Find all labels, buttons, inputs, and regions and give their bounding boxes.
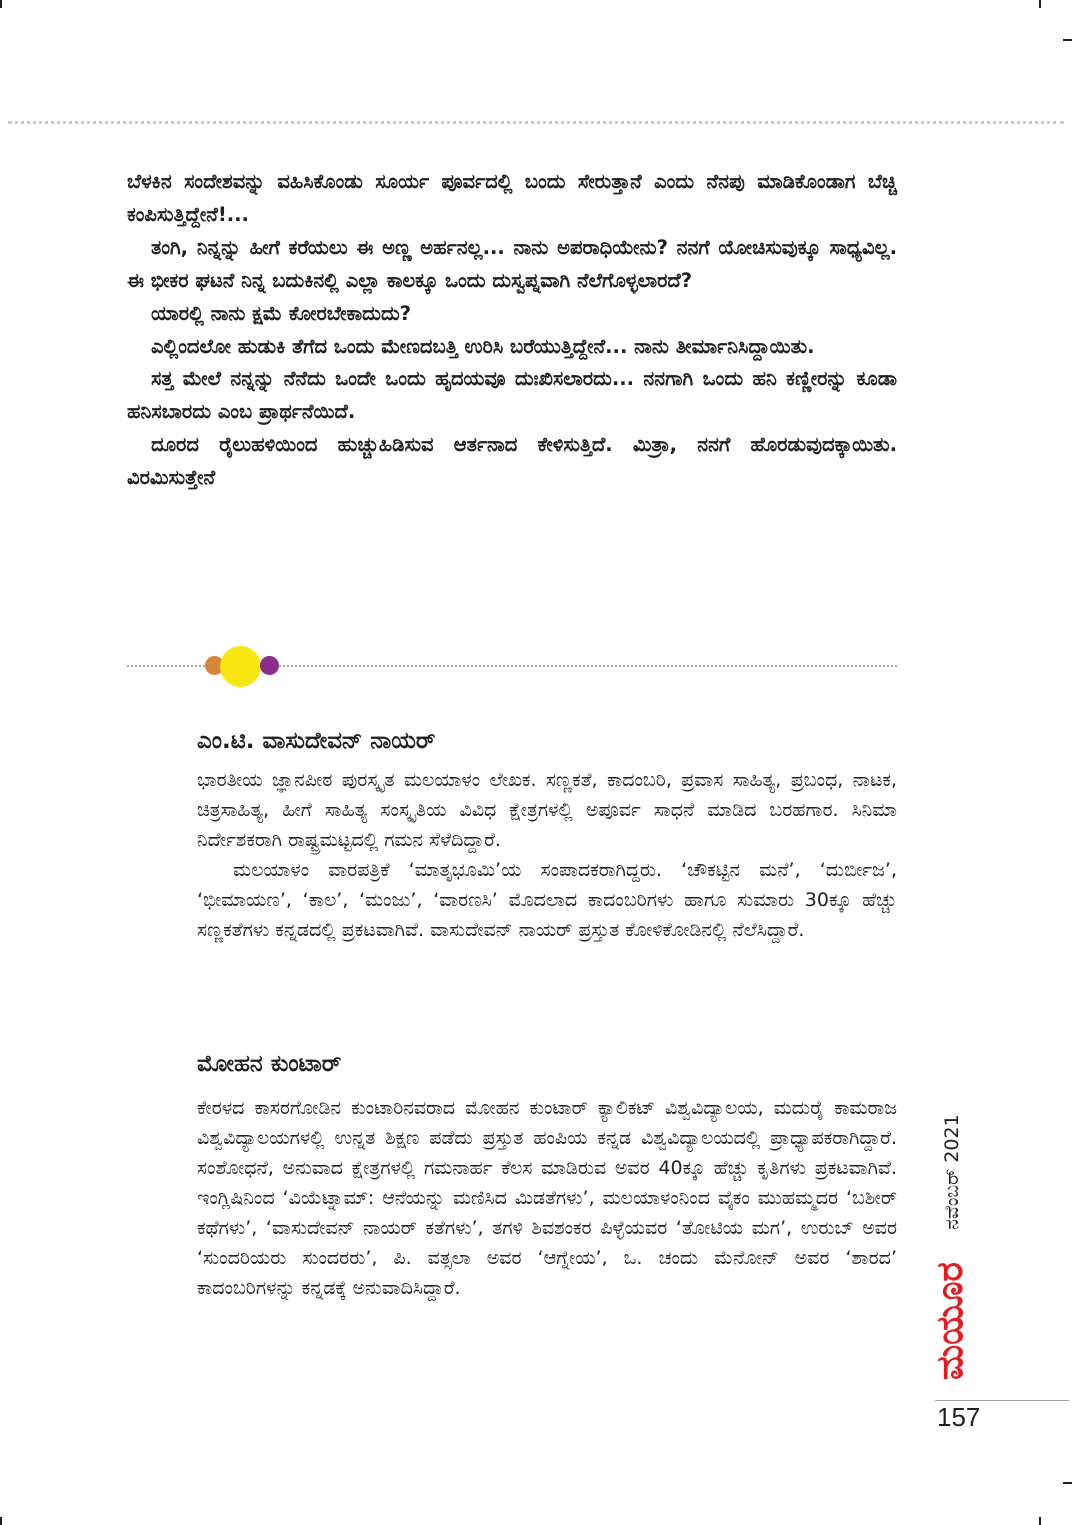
author-bio (197, 765, 897, 945)
story-paragraph: ಸತ್ತ ಮೇಲೆ ನನ್ನನ್ನು ನೆನೆದು ಒಂದೇ ಒಂದು ಹೃದಯವೂ ದುಃಖಿಸಲಾರದು... ನನಗಾಗಿ ಒಂದು ಹನಿ ಕಣ್ಣೀರನ್ನು ಕೂಡಾ ಹನಿಸಬಾರದು ಎಂಬ ಪ್ರಾರ್ಥನೆಯಿದೆ. (127, 367, 897, 424)
bio-paragraph: ಕೇರಳದ ಕಾಸರಗೋಡಿನ ಕುಂಟಾರಿನವರಾದ ಮೋಹನ ಕುಂಟಾರ್ ಕ್ಯಾಲಿಕಟ್ ವಿಶ್ವವಿದ್ಯಾಲಯ, ಮದುರೈ ಕಾಮರಾಜ ವಿಶ್ವವಿದ್ಯಾಲಯಗಳಲ್ಲಿ ಉನ್ನತ ಶಿಕ್ಷಣ ಪಡೆದು ಪ್ರಸ್ತುತ ಹಂಪಿಯ ಕನ್ನಡ ವಿಶ್ವವಿದ್ಯಾಲಯದಲ್ಲಿ ಪ್ರಾಧ್ಯಾಪಕರಾಗಿದ್ದಾರೆ. ಸಂಶೋಧನೆ, ಅನುವಾದ ಕ್ಷೇತ್ರಗಳಲ್ಲಿ ಗಮನಾರ್ಹ ಕೆಲಸ ಮಾಡಿರುವ ಅವರ 40ಕ್ಕೂ ಹೆಚ್ಚು ಕೃತಿಗಳು ಪ್ರಕಟವಾಗಿವೆ. ಇಂಗ್ಲಿಷಿನಿಂದ ‘ವಿಯೆಟ್ನಾಮ್: ಆನೆಯನ್ನು ಮಣಿಸಿದ ಮಿಡತೆಗಳು’, ಮಲಯಾಳಂನಿಂದ ವೈಕಂ ಮುಹಮ್ಮದರ ‘ಬಶೀರ್ ಕಥೆಗಳು’, ‘ವಾಸುದೇವನ್ ನಾಯರ್ ಕತೆಗಳು’, ತಗಳಿ ಶಿವಶಂಕರ ಪಿಳ್ಳೆಯವರ ‘ತೋಟಿಯ ಮಗ’, ಉರುಬ್ ಅವರ ‘ಸುಂದರಿಯರು ಸುಂದರರು’, ಪಿ. ವತ್ಸಲಾ ಅವರ ‘ಆಗ್ನೇಯ’, ಒ. ಚಂದು ಮೆನೋನ್ ಅವರ ‘ಶಾರದ’ ಕಾದಂಬರಿಗಳನ್ನು ಕನ್ನಡಕ್ಕೆ ಅನುವಾದಿಸಿದ್ದಾರೆ. (197, 1097, 897, 1299)
author-heading: ಎಂ.ಟಿ. ವಾಸುದೇವನ್ ನಾಯರ್ (197, 728, 436, 754)
story-text (127, 166, 897, 495)
crop-mark-top-left (0, 0, 2, 8)
story-paragraph: ಬೆಳಕಿನ ಸಂದೇಶವನ್ನು ವಹಿಸಿಕೊಂಡು ಸೂರ್ಯ ಪೂರ್ವದಲ್ಲಿ ಬಂದು ಸೇರುತ್ತಾನೆ ಎಂದು ನೆನಪು ಮಾಡಿಕೊಂಡಾಗ ಬೆಚ್ಚಿ ಕಂಪಿಸುತ್ತಿದ್ದೇನೆ!... (127, 170, 897, 226)
bio-paragraph: ಮಲಯಾಳಂ ವಾರಪತ್ರಿಕೆ ‘ಮಾತೃಭೂಮಿ’ಯ ಸಂಪಾದಕರಾಗಿದ್ದರು. ‘ಚೌಕಟ್ಟಿನ ಮನೆ’, ‘ದುರ್ಬೀಜ’, ‘ಭೀಮಾಯಣ’, ‘ಕಾಲ’, ‘ಮಂಜು’, ‘ವಾರಣಸಿ’ ಮೊದಲಾದ ಕಾದಂಬರಿಗಳು ಹಾಗೂ ಸುಮಾರು 30ಕ್ಕೂ ಹೆಚ್ಚು ಸಣ್ಣಕತೆಗಳು ಕನ್ನಡದಲ್ಲಿ ಪ್ರಕಟವಾಗಿವೆ. ವಾಸುದೇವನ್ ನಾಯರ್ ಪ್ರಸ್ತುತ ಕೋಳಿಕೋಡಿನಲ್ಲಿ ನೆಲೆಸಿದ್ದಾರೆ. (197, 859, 897, 941)
translator-bio (197, 1093, 897, 1303)
top-dotted-rule (8, 121, 1064, 124)
bio-paragraph: ಭಾರತೀಯ ಜ್ಞಾನಪೀಠ ಪುರಸ್ಕೃತ ಮಲಯಾಳಂ ಲೇಖಕ. ಸಣ್ಣಕತೆ, ಕಾದಂಬರಿ, ಪ್ರವಾಸ ಸಾಹಿತ್ಯ, ಪ್ರಬಂಧ, ನಾಟಕ, ಚಿತ್ರಸಾಹಿತ್ಯ, ಹೀಗೆ ಸಾಹಿತ್ಯ ಸಂಸ್ಕೃತಿಯ ವಿವಿಧ ಕ್ಷೇತ್ರಗಳಲ್ಲಿ ಅಪೂರ್ವ ಸಾಧನೆ ಮಾಡಿದ ಬರಹಗಾರ. ಸಿನಿಮಾ ನಿರ್ದೇಶಕರಾಗಿ ರಾಷ್ಟ್ರಮಟ್ಟದಲ್ಲಿ ಗಮನ ಸೆಳೆದಿದ್ದಾರೆ. (197, 769, 897, 851)
crop-mark-top-right (1039, 0, 1041, 8)
story-paragraph: ಎಲ್ಲಿಂದಲೋ ಹುಡುಕಿ ತೆಗೆದ ಒಂದು ಮೇಣದಬತ್ತಿ ಉರಿಸಿ ಬರೆಯುತ್ತಿದ್ದೇನೆ... ನಾನು ತೀರ್ಮಾನಿಸಿದ್ದಾಯಿತು. (151, 334, 815, 358)
magazine-logo (928, 1253, 972, 1389)
yellow-dot-ornament (220, 646, 261, 687)
issue-date-text: ನವೆಂಬರ್ 2021 (941, 1114, 963, 1230)
crop-mark-right-upper (1063, 39, 1072, 41)
purple-dot-ornament (260, 656, 279, 675)
story-paragraph: ಯಾರಲ್ಲಿ ನಾನು ಕ್ಷಮೆ ಕೋರಬೇಕಾದುದು? (151, 301, 412, 325)
page-number: 157 (937, 1402, 981, 1432)
translator-heading: ಮೋಹನ ಕುಂಟಾರ್ (197, 1051, 342, 1077)
crop-mark-bottom-left (0, 1517, 2, 1525)
crop-mark-bottom-right (1039, 1517, 1041, 1525)
magazine-name: ಮಯೂರ (928, 1262, 971, 1380)
issue-date (935, 1092, 969, 1252)
story-paragraph: ದೂರದ ರೈಲುಹಳಿಯಿಂದ ಹುಚ್ಚುಹಿಡಿಸುವ ಆರ್ತನಾದ ಕೇಳಿಸುತ್ತಿದೆ. ಮಿತ್ರಾ, ನನಗೆ ಹೊರಡುವುದಕ್ಕಾಯಿತು. ವಿರಮಿಸುತ್ತೇನೆ (127, 433, 897, 490)
crop-mark-right-lower (1063, 1482, 1072, 1484)
page-number-rule (935, 1400, 1069, 1401)
story-paragraph: ತಂಗಿ, ನಿನ್ನನ್ನು ಹೀಗೆ ಕರೆಯಲು ಈ ಅಣ್ಣ ಅರ್ಹನಲ್ಲ... ನಾನು ಅಪರಾಧಿಯೇನು? ನನಗೆ ಯೋಚಿಸುವುಕ್ಕೂ ಸಾಧ್ಯವಿಲ್ಲ. ಈ ಭೀಕರ ಘಟನೆ ನಿನ್ನ ಬದುಕಿನಲ್ಲಿ ಎಲ್ಲಾ ಕಾಲಕ್ಕೂ ಒಂದು ದುಸ್ವಪ್ನವಾಗಿ ನೆಲೆಗೊಳ್ಳಲಾರದೆ? (127, 235, 897, 292)
